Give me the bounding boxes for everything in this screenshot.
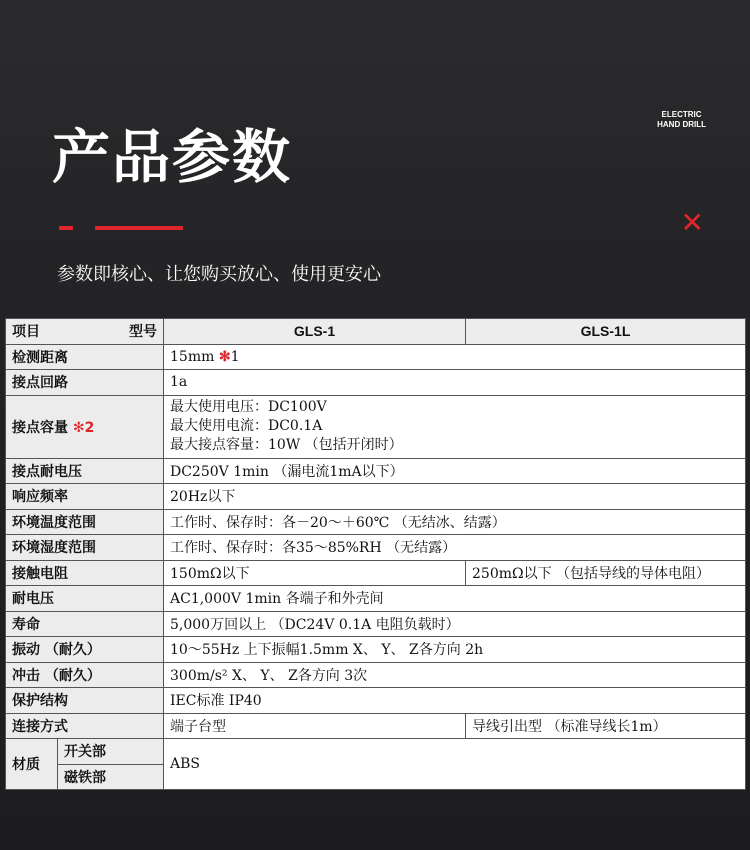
- row-value: 300m/s² X、 Y、 Z各方向 3次: [164, 662, 746, 688]
- table-row: [6, 586, 746, 612]
- row-label: 环境湿度范围: [6, 535, 164, 561]
- table-row: [6, 484, 746, 510]
- table-row: [6, 344, 746, 370]
- capacity-line: 最大接点容量：10W （包括开闭时）: [170, 437, 403, 453]
- note-number: 1: [230, 348, 240, 365]
- table-header-row: [6, 319, 746, 345]
- contact-capacity-label: 接点容量: [12, 419, 68, 436]
- corner-tag-line1: ELECTRIC: [661, 110, 702, 119]
- table-row: [6, 395, 746, 458]
- header-model-a: GLS-1: [164, 319, 466, 345]
- row-value: 20Hz以下: [164, 484, 746, 510]
- asterisk-icon: ✻: [218, 348, 231, 365]
- table-row: [6, 611, 746, 637]
- capacity-line: 最大使用电压：DC100V: [170, 399, 327, 415]
- header-item: 项目: [12, 323, 40, 340]
- table-row: [6, 739, 746, 765]
- detect-distance-value: 15mm: [170, 348, 215, 365]
- row-label: 材质: [6, 739, 58, 790]
- header-item-model-cell: [6, 319, 164, 345]
- row-value-b: 导线引出型 （标准导线长1m）: [466, 713, 746, 739]
- row-value-a: 150mΩ以下: [164, 560, 466, 586]
- row-value: 5,000万回以上 （DC24V 0.1A 电阻负载时）: [164, 611, 746, 637]
- row-label: 振动 （耐久）: [6, 637, 164, 663]
- asterisk-icon: ✻: [72, 419, 85, 436]
- row-value: 工作时、保存时：各35～85%RH （无结露）: [164, 535, 746, 561]
- decorative-dash-short: [59, 226, 73, 230]
- page-subtitle: 参数即核心、让您购买放心、使用更安心: [57, 264, 381, 285]
- table-row: [6, 637, 746, 663]
- row-label: 响应频率: [6, 484, 164, 510]
- header-model: 型号: [129, 323, 157, 340]
- header-model-b: GLS-1L: [466, 319, 746, 345]
- table-row: [6, 560, 746, 586]
- note-number: 2: [84, 419, 95, 436]
- row-label: 环境温度范围: [6, 509, 164, 535]
- table-row: [6, 458, 746, 484]
- row-value: DC250V 1min （漏电流1mA以下）: [164, 458, 746, 484]
- table-row: [6, 370, 746, 396]
- page-title: 产品参数: [52, 123, 293, 191]
- spec-table: [5, 318, 746, 790]
- row-value-a: 端子台型: [164, 713, 466, 739]
- capacity-line: 最大使用电流：DC0.1A: [170, 418, 323, 434]
- row-value: 工作时、保存时：各－20～＋60℃ （无结冰、结露）: [164, 509, 746, 535]
- row-label: 保护结构: [6, 688, 164, 714]
- row-label: 接触电阻: [6, 560, 164, 586]
- row-label: [6, 395, 164, 458]
- table-row: [6, 662, 746, 688]
- table-row: [6, 509, 746, 535]
- close-icon: ✕: [680, 206, 704, 239]
- row-label: 接点耐电压: [6, 458, 164, 484]
- row-value-b: 250mΩ以下 （包括导线的导体电阻）: [466, 560, 746, 586]
- row-value: [164, 395, 746, 458]
- decorative-dash-long: [95, 226, 183, 230]
- row-value: AC1,000V 1min 各端子和外壳间: [164, 586, 746, 612]
- table-row: [6, 713, 746, 739]
- row-value: 10～55Hz 上下振幅1.5mm X、 Y、 Z各方向 2h: [164, 637, 746, 663]
- row-value: ABS: [164, 739, 746, 790]
- corner-tag: [657, 110, 706, 130]
- row-value: IEC标准 IP40: [164, 688, 746, 714]
- table-row: [6, 535, 746, 561]
- row-label: 检测距离: [6, 344, 164, 370]
- row-sub-label: 开关部: [58, 739, 164, 765]
- row-sub-label: 磁铁部: [58, 764, 164, 790]
- row-value: 1a: [164, 370, 746, 396]
- corner-tag-line2: HAND DRILL: [657, 120, 706, 129]
- table-row: [6, 688, 746, 714]
- row-label: 寿命: [6, 611, 164, 637]
- row-label: 耐电压: [6, 586, 164, 612]
- row-label: 接点回路: [6, 370, 164, 396]
- row-label: 冲击 （耐久）: [6, 662, 164, 688]
- row-value: [164, 344, 746, 370]
- row-label: 连接方式: [6, 713, 164, 739]
